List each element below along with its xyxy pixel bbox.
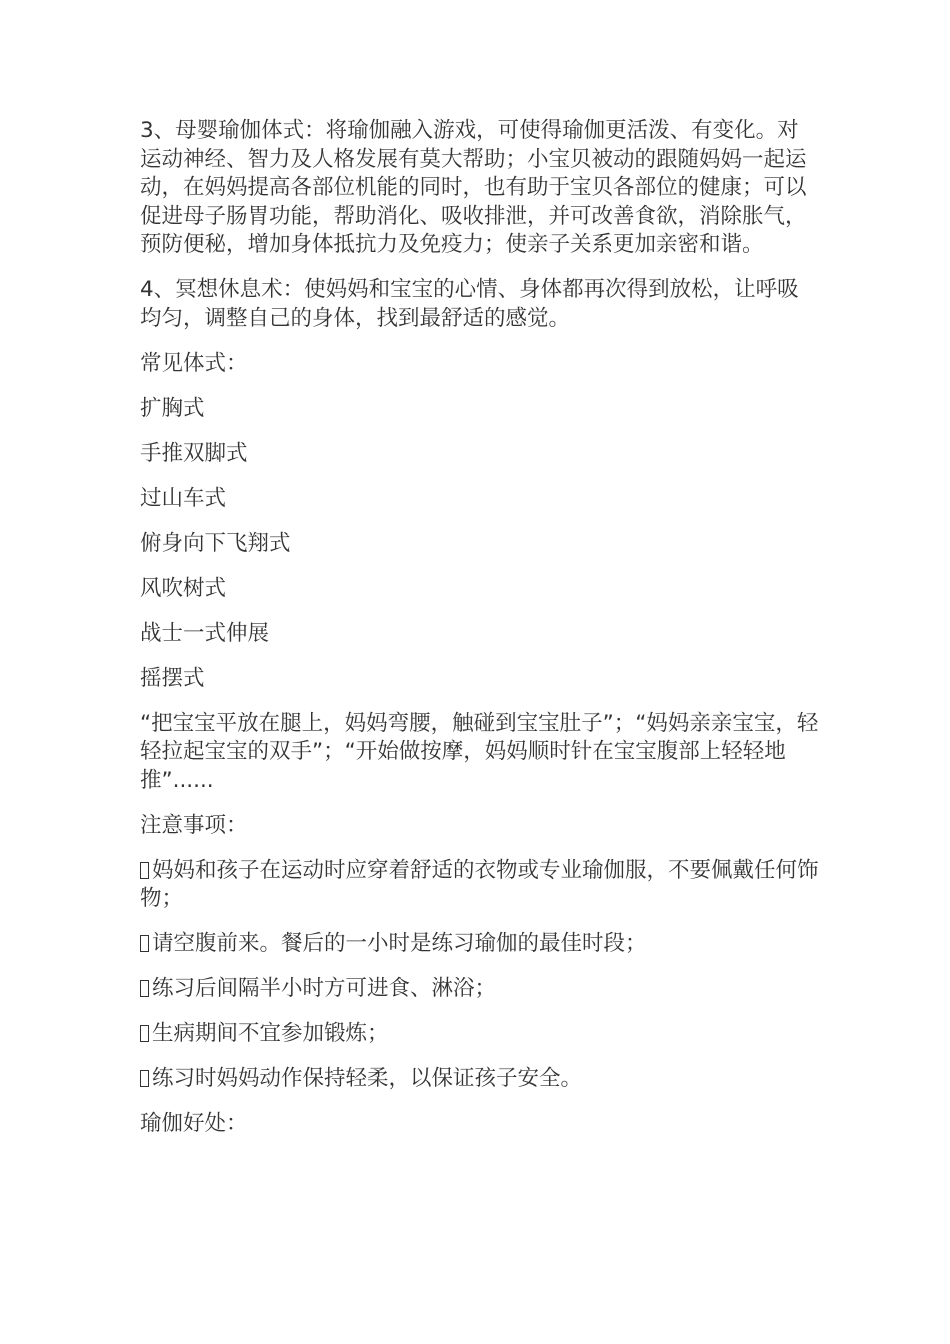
note-text: 妈妈和孩子在运动时应穿着舒适的衣物或专业瑜伽服，不要佩戴任何饰物； bbox=[140, 857, 819, 911]
pose-item: 手推双脚式 bbox=[140, 440, 248, 466]
pose-item: 过山车式 bbox=[140, 485, 227, 511]
note-item bbox=[140, 857, 820, 914]
missing-glyph-bullet-icon bbox=[140, 935, 149, 952]
document-page bbox=[140, 117, 820, 1155]
pose-item: 摇摆式 bbox=[140, 665, 205, 691]
note-item bbox=[140, 975, 820, 1004]
notes-heading: 注意事项： bbox=[140, 812, 248, 838]
pose-item: 扩胸式 bbox=[140, 395, 205, 421]
note-text: 请空腹前来。餐后的一小时是练习瑜伽的最佳时段； bbox=[152, 931, 647, 956]
note-text: 练习后间隔半小时方可进食、淋浴； bbox=[152, 976, 497, 1001]
note-text: 练习时妈妈动作保持轻柔，以保证孩子安全。 bbox=[152, 1066, 583, 1091]
paragraph-mother-baby-poses: 3、母婴瑜伽体式：将瑜伽融入游戏，可使得瑜伽更活泼、有变化。对运动神经、智力及人格发展有莫大帮助；小宝贝被动的跟随妈妈一起运动，在妈妈提高各部位机能的同时，也有助于宝贝各部位的健康；可以促进母子肠胃功能，帮助消化、吸收排泄，并可改善食欲，消除胀气，预防便秘，增加身体抵抗力及免疫力；使亲子关系更加亲密和谐。 bbox=[140, 118, 807, 257]
missing-glyph-bullet-icon bbox=[140, 980, 149, 997]
benefits-heading: 瑜伽好处： bbox=[140, 1111, 248, 1136]
pose-item: 战士一式伸展 bbox=[140, 620, 270, 646]
note-item bbox=[140, 1065, 820, 1094]
missing-glyph-bullet-icon bbox=[140, 862, 149, 879]
note-text: 生病期间不宜参加锻炼； bbox=[152, 1021, 389, 1046]
note-item bbox=[140, 1020, 820, 1049]
pose-item: 风吹树式 bbox=[140, 575, 227, 601]
pose-item: 俯身向下飞翔式 bbox=[140, 530, 291, 556]
missing-glyph-bullet-icon bbox=[140, 1070, 149, 1087]
poses-heading: 常见体式： bbox=[140, 350, 248, 376]
missing-glyph-bullet-icon bbox=[140, 1025, 149, 1042]
note-item bbox=[140, 930, 820, 959]
quote-paragraph: “把宝宝平放在腿上，妈妈弯腰，触碰到宝宝肚子”；“妈妈亲亲宝宝，轻轻拉起宝宝的双手”；“开始做按摩，妈妈顺时针在宝宝腹部上轻轻地推”...... bbox=[140, 710, 819, 793]
paragraph-meditation-rest: 4、冥想休息术：使妈妈和宝宝的心情、身体都再次得到放松，让呼吸均匀，调整自己的身体，找到最舒适的感觉。 bbox=[140, 277, 799, 331]
